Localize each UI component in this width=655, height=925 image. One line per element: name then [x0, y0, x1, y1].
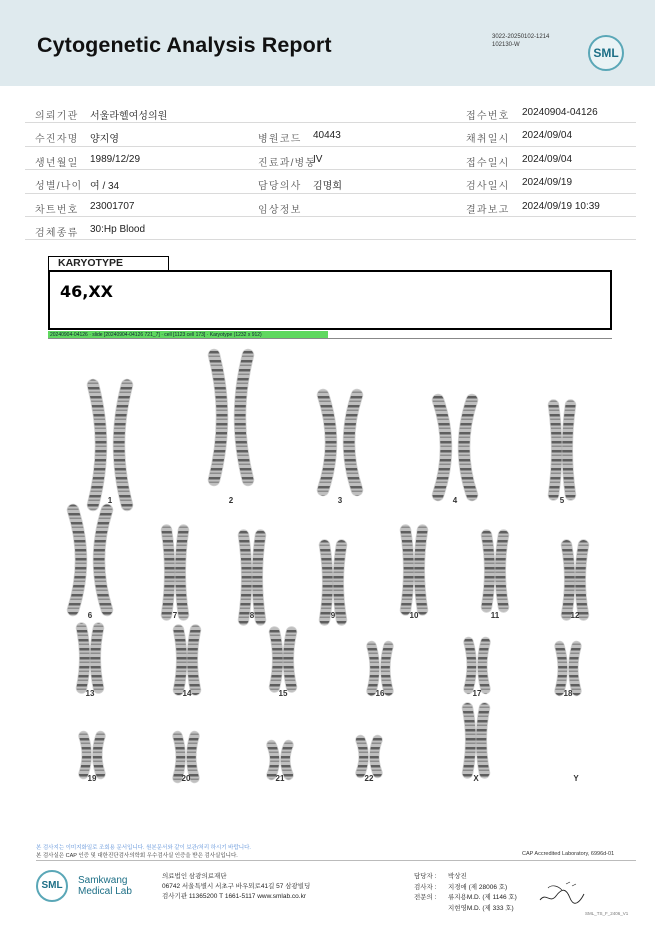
chromosome-label: 15 [278, 689, 288, 698]
chromosome [73, 510, 81, 610]
chromosome-pair-22 [361, 740, 378, 773]
chromosome-pair-4 [438, 400, 472, 495]
org-address: 06742 서울특별시 서초구 바우뫼로41길 57 삼광빌딩 [162, 883, 311, 890]
value-receipt-date: 2024/09/04 [522, 153, 573, 165]
chromosome [500, 535, 503, 607]
chromosome-pair-15 [275, 632, 292, 687]
chromosome [95, 628, 98, 688]
chromosome [338, 545, 341, 620]
value-physician: 김명희 [313, 181, 342, 193]
footer-divider [36, 860, 636, 861]
value-specimen-type: 30:Hp Blood [90, 223, 146, 235]
chromosome-label: 19 [87, 774, 97, 783]
chromosome [97, 736, 100, 774]
chromosome [580, 545, 583, 615]
chromosome-label: 3 [337, 496, 343, 505]
chromosome [554, 405, 557, 495]
chromosome [406, 530, 409, 610]
label-clinical-info: 임상정보 [258, 204, 302, 216]
chromosome-label: 8 [249, 611, 255, 620]
label-physician: 담당의사 [258, 181, 302, 193]
doc-code-2: 102130-W [492, 42, 520, 48]
chromosome-pair-7 [167, 530, 184, 615]
chromosome-label: 7 [172, 611, 178, 620]
chromosome-pair-10 [406, 530, 423, 610]
doc-code-1: 3022-20250102-1214 [492, 34, 550, 40]
chromosome [567, 405, 570, 495]
chromosome [464, 400, 472, 495]
chromosome [372, 646, 375, 691]
chromosome-label: 16 [375, 689, 385, 698]
label-collection-date: 채취일시 [466, 134, 510, 146]
label-receipt-number: 접수번호 [466, 111, 510, 122]
chromosome-pair-2 [214, 355, 248, 480]
chromosome [573, 646, 576, 691]
chromosome-pair-18 [560, 646, 577, 691]
value-department: IV [313, 153, 323, 165]
staff-row: 전문의 : 류지용M.D. (제 1146 호) [414, 894, 517, 901]
value-sex-age: 여 / 34 [90, 181, 120, 193]
lab-name: Samkwang Medical Lab [78, 875, 132, 897]
chromosome-label: 4 [452, 496, 458, 505]
label-patient-name: 수진자명 [35, 134, 79, 146]
chromosome-label: 2 [228, 496, 234, 505]
chromosome-label: 1 [107, 496, 113, 505]
cap-accreditation: CAP Accredited Laboratory, 6996d-01 [522, 851, 615, 857]
chromosome-label: 21 [275, 774, 285, 783]
chromosome-pair-16 [372, 646, 389, 691]
chromosome [323, 395, 331, 490]
label-requesting-institution: 의뢰기관 [35, 111, 79, 122]
staff-list [414, 872, 517, 914]
chromosome [567, 545, 570, 615]
chromosome-pair-6 [73, 510, 107, 610]
chromosome-pair-1 [93, 385, 127, 505]
footer-note-blue: 본 검사지는 이미지화일로 조회용 문서입니다. 원본문서와 같이 보관/처리 하시기 바랍니다. [36, 845, 251, 851]
chromosome [482, 642, 485, 689]
image-caption-bar: 20240904-04126 · slide [20240904-04126 721_7] · cell [1123 cell 173] · Karyotype (1232 x 912) [48, 331, 328, 339]
label-chart-number: 차트번호 [35, 204, 79, 216]
chromosome-pair-3 [323, 395, 357, 490]
chromosome [244, 535, 247, 620]
sml-logo: SML [588, 35, 624, 71]
chromosome [257, 535, 260, 620]
chromosome [374, 740, 377, 773]
chromosome-pair-13 [82, 628, 99, 688]
chromosome [560, 646, 563, 691]
org-name: 의료법인 삼광의료재단 [162, 873, 227, 880]
chromosome-pair-12 [567, 545, 584, 615]
label-specimen-type: 검체종류 [35, 227, 79, 239]
org-contact: 검사기관 11365200 T 1661-5117 www.smlab.co.kr [162, 893, 306, 900]
label-test-date: 검사일시 [466, 181, 510, 193]
chromosome [191, 736, 194, 778]
chromosome-label: 22 [364, 774, 374, 783]
chromosome [275, 632, 278, 687]
chromosome [214, 355, 222, 480]
report-title: Cytogenetic Analysis Report [37, 33, 332, 57]
staff-row: 검사자 : 지경애 (제 28006 호) [414, 883, 508, 891]
footer-note-accreditation: 본 검사실은 CAP 인증 및 대한진단검사의학회 우수검사실 인증을 받은 검사실입니다. [36, 853, 238, 859]
form-code: SML_TS_F_2406_V1 [585, 911, 629, 916]
chromosome-label: X [473, 774, 479, 783]
chromosome [167, 530, 170, 615]
signature-image [536, 878, 586, 908]
label-hospital-code: 병원코드 [258, 134, 302, 146]
chromosome [487, 535, 490, 607]
chromosome-label: 5 [559, 496, 565, 505]
value-test-date: 2024/09/19 [522, 177, 573, 189]
value-patient-name: 양지영 [90, 134, 119, 146]
chromosome [119, 385, 127, 505]
chromosome-label: 17 [472, 689, 482, 698]
chromosome [192, 630, 195, 690]
chromosome-pair-8 [244, 535, 261, 620]
chromosome-label: 10 [409, 611, 419, 620]
chromosome-label: 20 [181, 774, 191, 783]
samkwang-logo: SML [36, 870, 68, 902]
chromosome [481, 708, 484, 773]
label-birth-date: 생년월일 [35, 157, 79, 169]
chromosome-label: 14 [182, 689, 192, 698]
chromosome [93, 385, 101, 505]
chromosome-label: 13 [85, 689, 95, 698]
value-hospital-code: 40443 [313, 130, 341, 142]
chromosome-label: 12 [570, 611, 580, 620]
chromosome [285, 745, 288, 775]
chromosome-label: 6 [87, 611, 93, 620]
value-result-report: 2024/09/19 10:39 [522, 200, 600, 212]
chromosome [469, 642, 472, 689]
chromosome [82, 628, 85, 688]
chromosome-pair-9 [325, 545, 342, 620]
chromosome-pair-21 [272, 745, 289, 775]
label-receipt-date: 접수일시 [466, 157, 510, 169]
chromosome-pair-11 [487, 535, 504, 607]
chromosome [438, 400, 446, 495]
label-department: 진료과/병동 [258, 157, 317, 169]
karyotype-tab-label: KARYOTYPE [48, 256, 169, 270]
chromosome [272, 745, 275, 775]
chromosome-label: 9 [330, 611, 336, 620]
chromosome [325, 545, 328, 620]
chromosome-label: 11 [490, 611, 500, 620]
label-result-report: 결과보고 [466, 204, 510, 216]
chromosome-pair-19 [84, 736, 101, 774]
value-collection-date: 2024/09/04 [522, 130, 573, 142]
label-sex-age: 성별/나이 [35, 181, 83, 193]
chromosome-pair-5 [554, 405, 571, 495]
chromosome [99, 510, 107, 610]
staff-row: 담당자 : 박상진 [414, 873, 467, 880]
chromosome [178, 736, 181, 778]
chromosome [180, 530, 183, 615]
chromosome-pair-17 [469, 642, 486, 689]
staff-row: 지현영M.D. (제 333 호) [448, 904, 514, 912]
chromosome [84, 736, 87, 774]
chromosome-pair-14 [179, 630, 196, 690]
chromosome [288, 632, 291, 687]
chromosome [385, 646, 388, 691]
value-requesting-institution: 서울라헬여성의원 [90, 111, 168, 122]
chromosome [419, 530, 422, 610]
chromosome-pair-X [468, 708, 485, 773]
chromosome-pair-20 [178, 736, 195, 778]
chromosome [240, 355, 248, 480]
value-chart-number: 23001707 [90, 200, 135, 212]
organization-info [162, 872, 310, 902]
chromosome [349, 395, 357, 490]
chromosome-label: Y [573, 774, 579, 783]
chromosome [179, 630, 182, 690]
value-receipt-number: 20240904-04126 [522, 107, 598, 118]
karyotype-result: 46,XX [60, 282, 114, 301]
chromosome [361, 740, 364, 773]
chromosome [468, 708, 471, 773]
chromosome-label: 18 [563, 689, 573, 698]
value-birth-date: 1989/12/29 [90, 153, 141, 165]
